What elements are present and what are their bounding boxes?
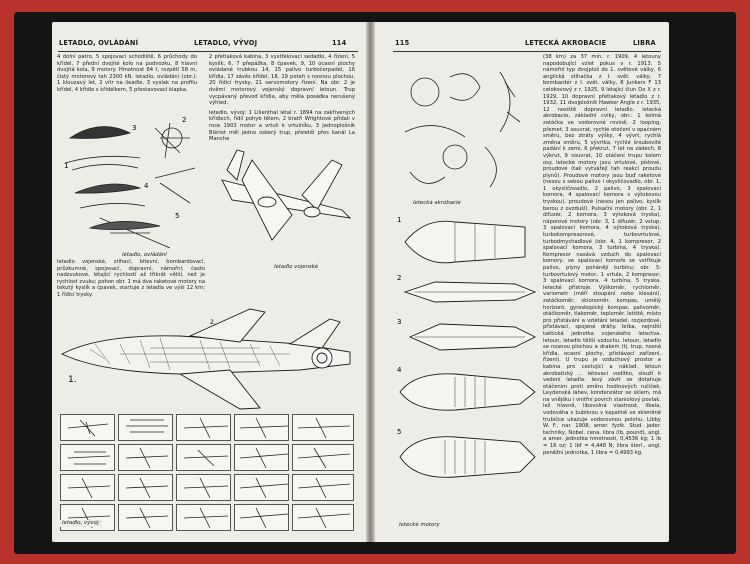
right-column-text bbox=[543, 54, 661, 538]
column-1-top bbox=[57, 54, 197, 94]
header-right-term: LIBRA bbox=[633, 39, 656, 47]
fig-label: 1 bbox=[397, 216, 402, 224]
fig-label: 2 bbox=[182, 116, 187, 124]
fig-label: 3 bbox=[397, 318, 402, 326]
aircraft-engines-diagram bbox=[395, 212, 545, 512]
page-number-right: 115 bbox=[395, 39, 410, 47]
caption-control: letadlo, ovládání bbox=[122, 252, 167, 258]
fig-label: 4 bbox=[144, 182, 149, 190]
column-1-mid bbox=[57, 259, 205, 299]
right-page bbox=[375, 22, 669, 542]
header-rule bbox=[393, 51, 661, 52]
fig-label: 2 bbox=[397, 274, 402, 282]
header-rule bbox=[58, 51, 358, 52]
entry-text: (38 km) za 37 min. r. 1909, 4 letouny napodobující vzlet pokus v r. 1913, 5 námořní typ dvojploš do 1. světové války, 6 anglická stíhačka z I. svět. války, 7 bombardér z I. svět. války, 8 Junkers F 13 celokovový z r. 1925, 9 létající člun Do X z r. 1929, 10 dopravní přetlakový letadlo z r. 1932, 11 dvojplošník Hawker Angle z r. 1935, 12 nosiště dopravní letadlo. letecká akrobacie, základní cviky, obr.: 1 kolmá zatáčka ve vodorovné rovině, 2 looping, přemet, 3 souvrat, rychlé otočení v opačném směru, bez ztráty výšky, 4 vývrt, rychlá změna směru, 5 vývrtka, rychlé šroubovité padání k zemi, 6 překrut, 7 let na zádech, 8 výkrut, 9 souvrat, 10 otáčení trupu kolem osy. letecké motory jsou vrtulové, pístové, proudové (tak vytvářejí tah reakcí proudu plynů). Proudové motory jsou buď raketové (nesou s sebou palivo i okysličovadlo, obr. 1, 1 okysličovadlo, 2 palivo, 3 spalovací komora, 4 spalovací komora s výtokovou tryskou), proudové (nesou jen palivo, kyslík berou z ovzduší). Pulsační motory (obr. 2, 1 difuzér, 2 komora, 3 výtoková tryska), náporové motory (obr. 3, 1 difuzér, 2 vstup, 3 spalovací komora, 4 výtoková tryska), turbokompresorové, turbovrtulové, turbodmychadlové (obr. 4, 1 kompresor, 2 spalovací komora, 3 turbína, 4 tryska). Kompresor nasává vzduch do spalovací komory, ve spalovací komoře se vstřikuje palivo, plyny pohánějí turbínu; obr. 5: turbovrtulový motor, 1 vrtule, 2 kompresor, 3 spalovací komora, 4 turbína, 5 tryska. letecké přístroje. Výškoměr, rychloměr, variometr (měří stoupání nebo klesání), zatáčkoměr, sklonoměr, kompas, umělý horizont, gyroskopický kompas, palivoměr, otáčkoměr, tlakoměr, teploměr. letiště, místo pro přistávání a vzlétání letadel, rozjezdové, přistávací, spojené dráhy. letka, nejnižší taktická jednotka vojenského letectva. letoun, letadlo těžší vzduchu. letoun, letadlo se nosnou plochou a drakem (tj. trup, nosná křídla, ocasní plochy, přistávací zařízení, řízení). U trupu je vzduchový prostor a kabina pro cestující a náklad. letoun akrobatický ... letovací vodítko, slouží k vedení letadla. levý závit se dotahuje otáčením proti směru hodinových ručiček. Leydenská láhev, kondenzátor se sklem, má na vnějšku i vnitřní povrch staniolový povlak. lež hlavně, libovolná vlastnost. libela, vodováha s bublinou v kapalině ve skleněné trubičce ukazuje vodorovnou polohu. Libby W. F., nar. 1908, amer. fyzik. Stud. jader. techniky, Nobel. cena. libra (lb, pound), angl. a amer. jednotka hmotnosti, 0,4536 kg; 1 lb = 16 oz; 1 lbf = 4,448 N; libra šterl., angl. peněžní jednotka, 1 libra = 0,4993 kg. bbox=[543, 54, 661, 456]
fig-label: 1 bbox=[64, 162, 69, 170]
header-mid-term: LETECKÁ AKROBACIE bbox=[525, 39, 607, 47]
page-number-left: 114 bbox=[332, 39, 347, 47]
fig-label: 4 bbox=[397, 366, 402, 374]
caption-engines: letecké motory bbox=[399, 522, 440, 528]
column-2-top bbox=[209, 54, 355, 143]
caption-evolution: letadlo, vývoj: bbox=[62, 520, 101, 526]
entry-text: letadlo, vývoj: 1 Lilienthal létal r. 1894 na zakřivených křídlech, řídil pohyb tělem, 2 bratři Wrightové přidali v roce 1903 motor a vrtuli k vrtulníku, 3 jednoplošník Blériot měl jedno oskerý trup, přeletěl přes kanál La Manche bbox=[209, 109, 355, 143]
caption-aerobatics: letecká akrobacie bbox=[413, 200, 461, 206]
fig-label: 5 bbox=[175, 212, 180, 220]
book-spine bbox=[366, 22, 375, 542]
header-right-term: LETADLO, VÝVOJ bbox=[194, 39, 258, 47]
left-page bbox=[52, 22, 366, 542]
entry-text: letadlo vojenské, stíhací, bitevní, bombardovací, průzkumné, spojovací, dopravní, námořní; často nadzvukové, létající rychlostí až třikrát větší, než je rychlost zvuku; pohon obr. 1 má dva raketové motory na tekutý kyslík a čpavek, startuje z letadla ve výši 12 km; 1 řídicí trysky. bbox=[57, 259, 205, 298]
entry-text: 4 dolní patro, 5 spojovací schodiště, 6 průchody do křídel, 7 přední dvojité kolo na podvozku, 8 hlavní dvojitá kola, 9 motory. Hmotnost 84 t, rozpětí 58 m, čistý motorový tah 2300 kN. letadlo, ovládání (obr.): 1 klouzavý let, 2 vítr na ileadle, 3 vyslak na profilu křídel, 4 křídlo s křidélkem, 5 přestavovací klapka. bbox=[57, 54, 197, 93]
fig-label: 2. bbox=[210, 319, 216, 326]
entry-text: 2 přetlaková kabina, 3 vystřelovací sedadlo, 4 řízení, 5 kyslík, 6, 7 přepážka, 8 čpavek, 9, 10 ocasní plochy ovládané trubkou 14, 15 palivo turbočerpadel, 16 křídla, 17 závěs křídel, 18, 19 potah s nosnou plochou, 20 řídící trysky, 21 servomotory řízení. Na obr. 2 je dvěmi motorový vojenský dopravní letoun. Trup vycpávaný převod křídla, aby měla posádka nerušený výhled. bbox=[209, 54, 355, 107]
caption-military: letadlo vojenské bbox=[274, 264, 319, 270]
wing-control-diagram bbox=[60, 108, 200, 268]
fig-label: 3 bbox=[132, 124, 137, 132]
rocket-plane-cutaway bbox=[60, 304, 360, 414]
fig-label: 5 bbox=[397, 428, 402, 436]
military-transport-plane bbox=[212, 140, 358, 260]
fig-label: 1. bbox=[68, 375, 77, 385]
header-left-term: LETADLO, OVLÁDÁNÍ bbox=[59, 39, 139, 47]
aerobatics-diagram bbox=[395, 62, 535, 202]
